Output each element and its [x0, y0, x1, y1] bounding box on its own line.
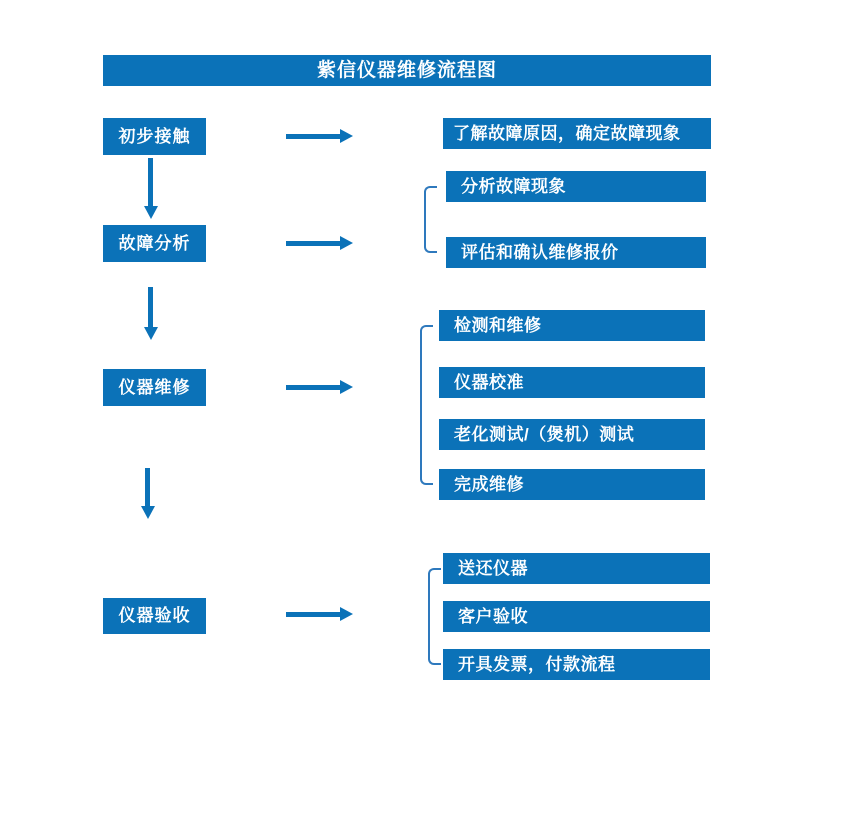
arrow-right-icon [286, 129, 353, 143]
detail-node: 完成维修 [439, 469, 705, 500]
detail-node: 评估和确认维修报价 [446, 237, 706, 268]
detail-node: 老化测试/（煲机）测试 [439, 419, 705, 450]
arrow-down-icon [143, 158, 158, 219]
detail-node: 分析故障现象 [446, 171, 706, 202]
arrow-down-icon [140, 468, 155, 519]
arrow-head [144, 206, 158, 219]
flowchart-title: 紫信仪器维修流程图 [103, 55, 711, 86]
arrow-head [340, 236, 353, 250]
arrow-head [340, 380, 353, 394]
detail-node: 了解故障原因，确定故障现象 [443, 118, 711, 149]
detail-node: 送还仪器 [443, 553, 710, 584]
step-node-instrument-repair: 仪器维修 [103, 369, 206, 406]
arrow-shaft [286, 612, 340, 617]
detail-node: 检测和维修 [439, 310, 705, 341]
step-node-fault-analysis: 故障分析 [103, 225, 206, 262]
step-node-initial-contact: 初步接触 [103, 118, 206, 155]
arrow-shaft [286, 385, 340, 390]
arrow-down-icon [143, 287, 158, 340]
bracket-connector [428, 568, 441, 665]
arrow-head [144, 327, 158, 340]
arrow-shaft [148, 158, 153, 206]
detail-node: 客户验收 [443, 601, 710, 632]
arrow-head [340, 607, 353, 621]
arrow-shaft [286, 241, 340, 246]
detail-node: 仪器校准 [439, 367, 705, 398]
arrow-head [340, 129, 353, 143]
arrow-head [141, 506, 155, 519]
arrow-right-icon [286, 380, 353, 394]
arrow-right-icon [286, 236, 353, 250]
detail-node: 开具发票，付款流程 [443, 649, 710, 680]
step-node-instrument-acceptance: 仪器验收 [103, 598, 206, 634]
bracket-connector [424, 186, 437, 253]
bracket-connector [420, 325, 433, 485]
arrow-shaft [145, 468, 150, 506]
arrow-shaft [148, 287, 153, 327]
arrow-right-icon [286, 607, 353, 621]
arrow-shaft [286, 134, 340, 139]
